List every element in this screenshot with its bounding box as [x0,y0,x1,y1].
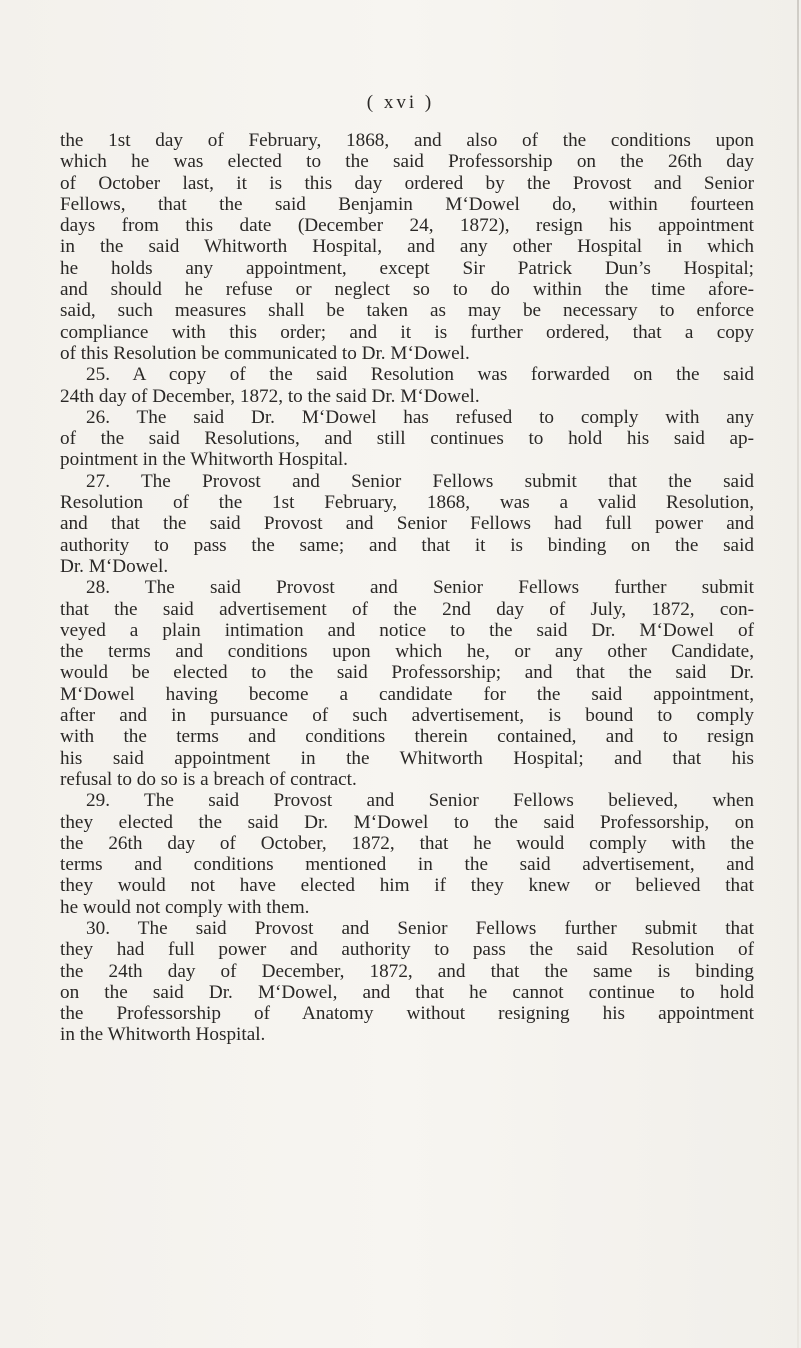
text-line: M‘Dowel having become a candidate for the said appointment, [60,683,754,705]
text-line: would be elected to the said Professorship; and that the said Dr. [60,662,754,684]
text-line: compliance with this order; and it is further ordered, that a copy [60,321,754,343]
text-line: said, such measures shall be taken as may be necessary to enforce [60,300,754,322]
text-line: on the said Dr. M‘Dowel, and that he cannot continue to hold [60,981,754,1003]
text-line: they would not have elected him if they knew or believed that [60,875,754,897]
text-line: 25. A copy of the said Resolution was forwarded on the said [86,364,754,386]
text-line: the 26th day of October, 1872, that he would comply with the [60,832,754,854]
text-line: 27. The Provost and Senior Fellows submit that the said [86,470,754,492]
text-line: in the said Whitworth Hospital, and any other Hospital in which [60,236,754,258]
text-line: which he was elected to the said Professorship on the 26th day [60,151,754,173]
text-line: and that the said Provost and Senior Fellows had full power and [60,513,754,535]
text-line: of this Resolution be communicated to Dr. M‘Dowel. [60,342,470,364]
text-line: that the said advertisement of the 2nd day of July, 1872, con- [60,598,754,620]
text-line: the 24th day of December, 1872, and that the same is binding [60,960,754,982]
text-line: authority to pass the same; and that it is binding on the said [60,534,754,556]
text-line: the 1st day of February, 1868, and also of the conditions upon [60,130,754,151]
text-line: Resolution of the 1st February, 1868, was a valid Resolution, [60,492,754,514]
text-line: 28. The said Provost and Senior Fellows further submit [86,577,754,599]
text-line: Dr. M‘Dowel. [60,555,169,577]
text-line: 26. The said Dr. M‘Dowel has refused to comply with any [86,406,754,428]
text-line: the Professorship of Anatomy without resigning his appointment [60,1003,754,1025]
text-line: refusal to do so is a breach of contract. [60,768,357,790]
text-line: veyed a plain intimation and notice to the said Dr. M‘Dowel of [60,619,754,641]
page-number: ( xvi ) [366,92,435,113]
text-line: days from this date (December 24, 1872), resign his appointment [60,215,754,237]
text-line: of the said Resolutions, and still continues to hold his said ap- [60,428,754,450]
page-edge [797,0,799,1348]
body-text [60,130,754,1046]
text-line: he holds any appointment, except Sir Patrick Dun’s Hospital; [60,257,754,279]
text-line: and should he refuse or neglect so to do within the time afore- [60,279,754,301]
text-line: the terms and conditions upon which he, or any other Candidate, [60,641,754,663]
text-line: his said appointment in the Whitworth Hospital; and that his [60,747,754,769]
text-line: of October last, it is this day ordered by the Provost and Senior [60,172,754,194]
text-line: they elected the said Dr. M‘Dowel to the said Professorship, on [60,811,754,833]
text-line: after and in pursuance of such advertisement, is bound to comply [60,705,754,727]
text-line: 24th day of December, 1872, to the said Dr. M‘Dowel. [60,385,480,407]
text-line: he would not comply with them. [60,896,310,918]
text-line: with the terms and conditions therein contained, and to resign [60,726,754,748]
text-line: 29. The said Provost and Senior Fellows believed, when [86,790,754,812]
text-line: in the Whitworth Hospital. [60,1024,266,1046]
text-line: pointment in the Whitworth Hospital. [60,449,348,471]
text-line: Fellows, that the said Benjamin M‘Dowel do, within fourteen [60,193,754,215]
text-line: 30. The said Provost and Senior Fellows further submit that [86,917,754,939]
text-line: terms and conditions mentioned in the said advertisement, and [60,854,754,876]
text-line: they had full power and authority to pass the said Resolution of [60,939,754,961]
